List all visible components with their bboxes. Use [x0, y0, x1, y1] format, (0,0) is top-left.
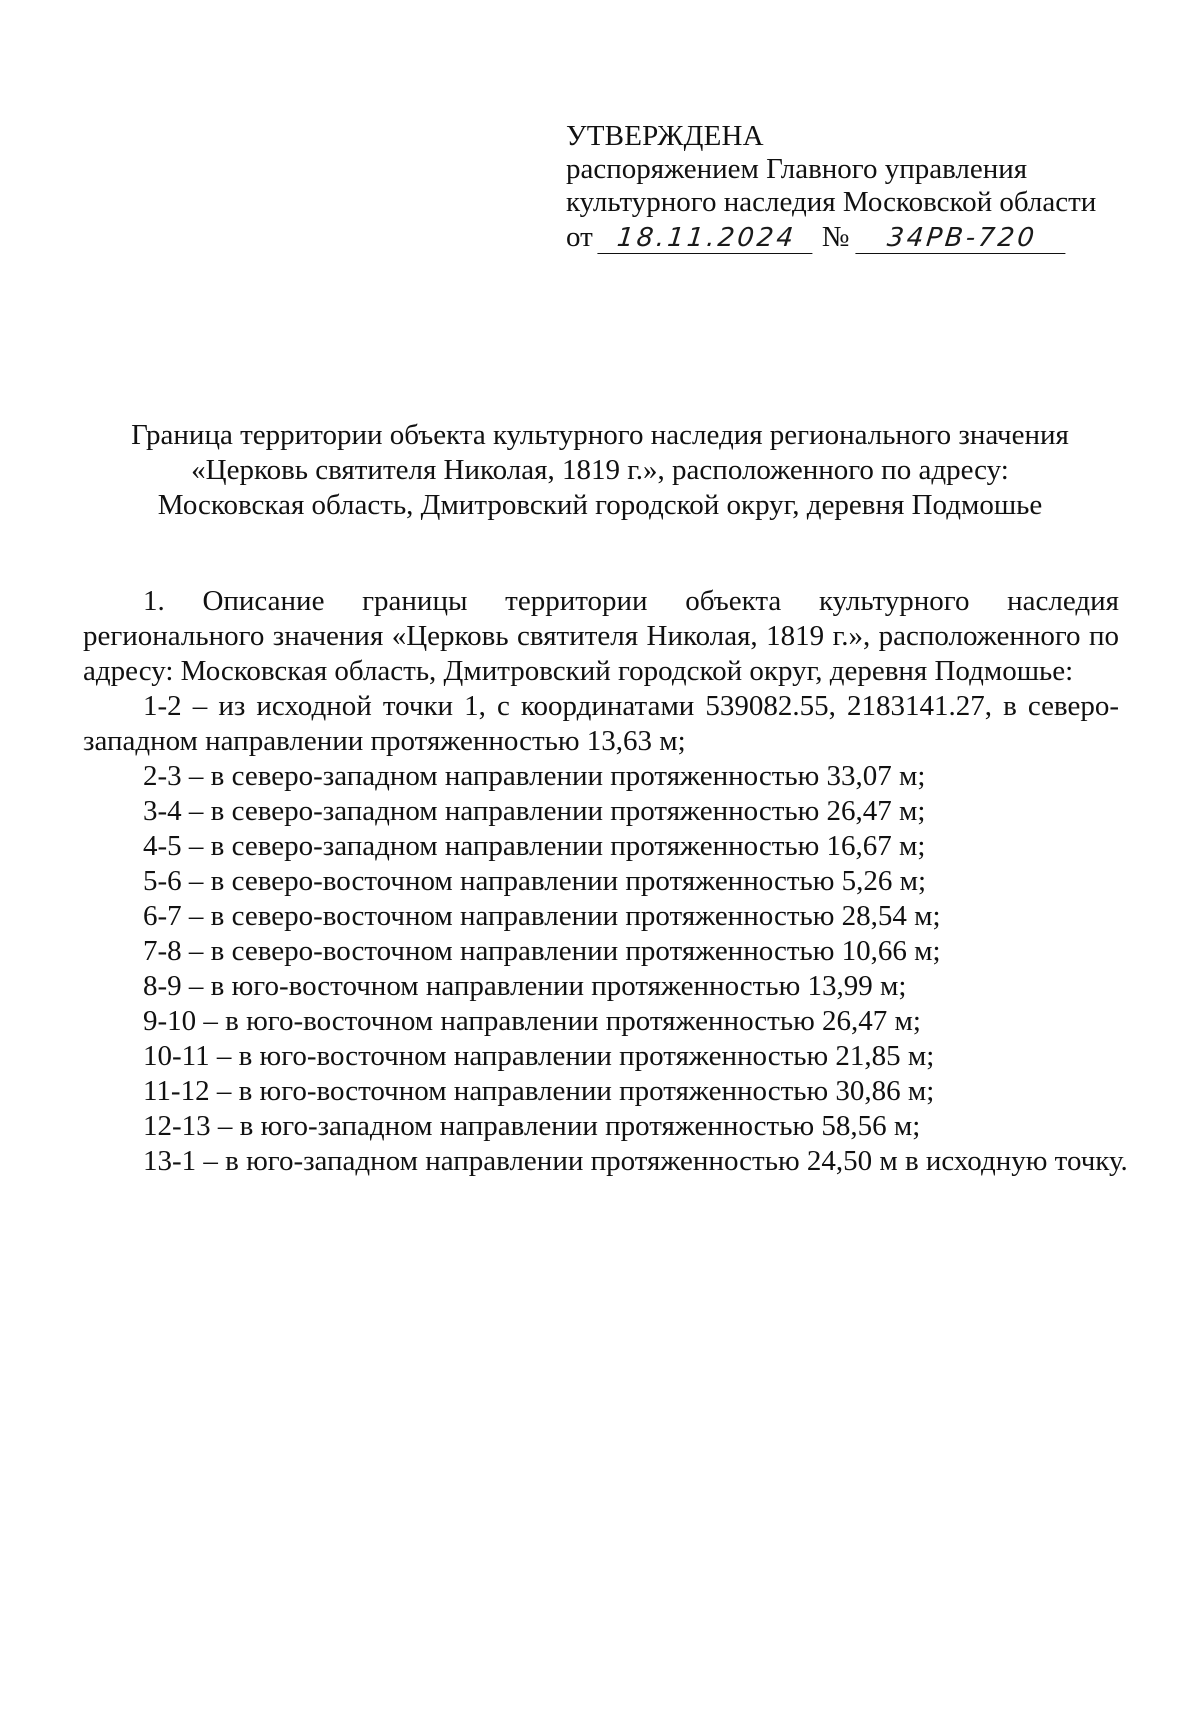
boundary-segment: 2-3 – в северо-западном направлении протяженностью 33,07 м;	[143, 760, 926, 792]
document-body	[83, 584, 1128, 1179]
title-line-1: Граница территории объекта культурного наследия регионального значения	[131, 419, 1069, 451]
approval-line-1: распоряжением Главного управления	[566, 153, 1028, 185]
boundary-segment: 3-4 – в северо-западном направлении протяженностью 26,47 м;	[143, 795, 926, 827]
boundary-segments-list	[83, 759, 1128, 1179]
boundary-segment: 12-13 – в юго-западном направлении протяженностью 58,56 м;	[143, 1110, 921, 1142]
handwritten-date: 18.11.2024	[597, 223, 815, 254]
approval-heading: УТВЕРЖДЕНА	[566, 120, 764, 152]
boundary-segment: 8-9 – в юго-восточном направлении протяженностью 13,99 м;	[143, 970, 907, 1002]
boundary-segment: 7-8 – в северо-восточном направлении протяженностью 10,66 м;	[143, 935, 941, 967]
title-line-2: «Церковь святителя Николая, 1819 г.», расположенного по адресу:	[191, 454, 1009, 486]
boundary-segment: 10-11 – в юго-восточном направлении протяженностью 21,85 м;	[143, 1040, 935, 1072]
document-title	[60, 418, 1140, 523]
intro-paragraph: 1. Описание границы территории объекта культурного наследия регионального значения «Церковь святителя Николая, 1819 г.», расположенного по адресу: Московская область, Дмитровский городской округ, деревня Подмошье:	[83, 585, 1119, 687]
handwritten-order-number: 34РВ-720	[856, 223, 1069, 254]
boundary-segment: 4-5 – в северо-западном направлении протяженностью 16,67 м;	[143, 830, 926, 862]
approval-date-line	[566, 221, 1126, 254]
boundary-segment: 6-7 – в северо-восточном направлении протяженностью 28,54 м;	[143, 900, 941, 932]
number-sign: №	[821, 221, 850, 253]
boundary-segment: 9-10 – в юго-восточном направлении протяженностью 26,47 м;	[143, 1005, 921, 1037]
boundary-segment: 13-1 – в юго-западном направлении протяженностью 24,50 м в исходную точку.	[143, 1145, 1128, 1177]
boundary-segment-first: 1-2 – из исходной точки 1, с координатами 539082.55, 2183141.27, в северо-западном направлении протяженностью 13,63 м;	[83, 690, 1119, 757]
approval-line-2: культурного наследия Московской области	[566, 186, 1097, 218]
approval-block	[566, 120, 1126, 254]
date-prefix: от	[566, 221, 593, 253]
boundary-segment: 5-6 – в северо-восточном направлении протяженностью 5,26 м;	[143, 865, 927, 897]
boundary-segment: 11-12 – в юго-восточном направлении протяженностью 30,86 м;	[143, 1075, 935, 1107]
title-line-3: Московская область, Дмитровский городской округ, деревня Подмошье	[157, 489, 1043, 521]
